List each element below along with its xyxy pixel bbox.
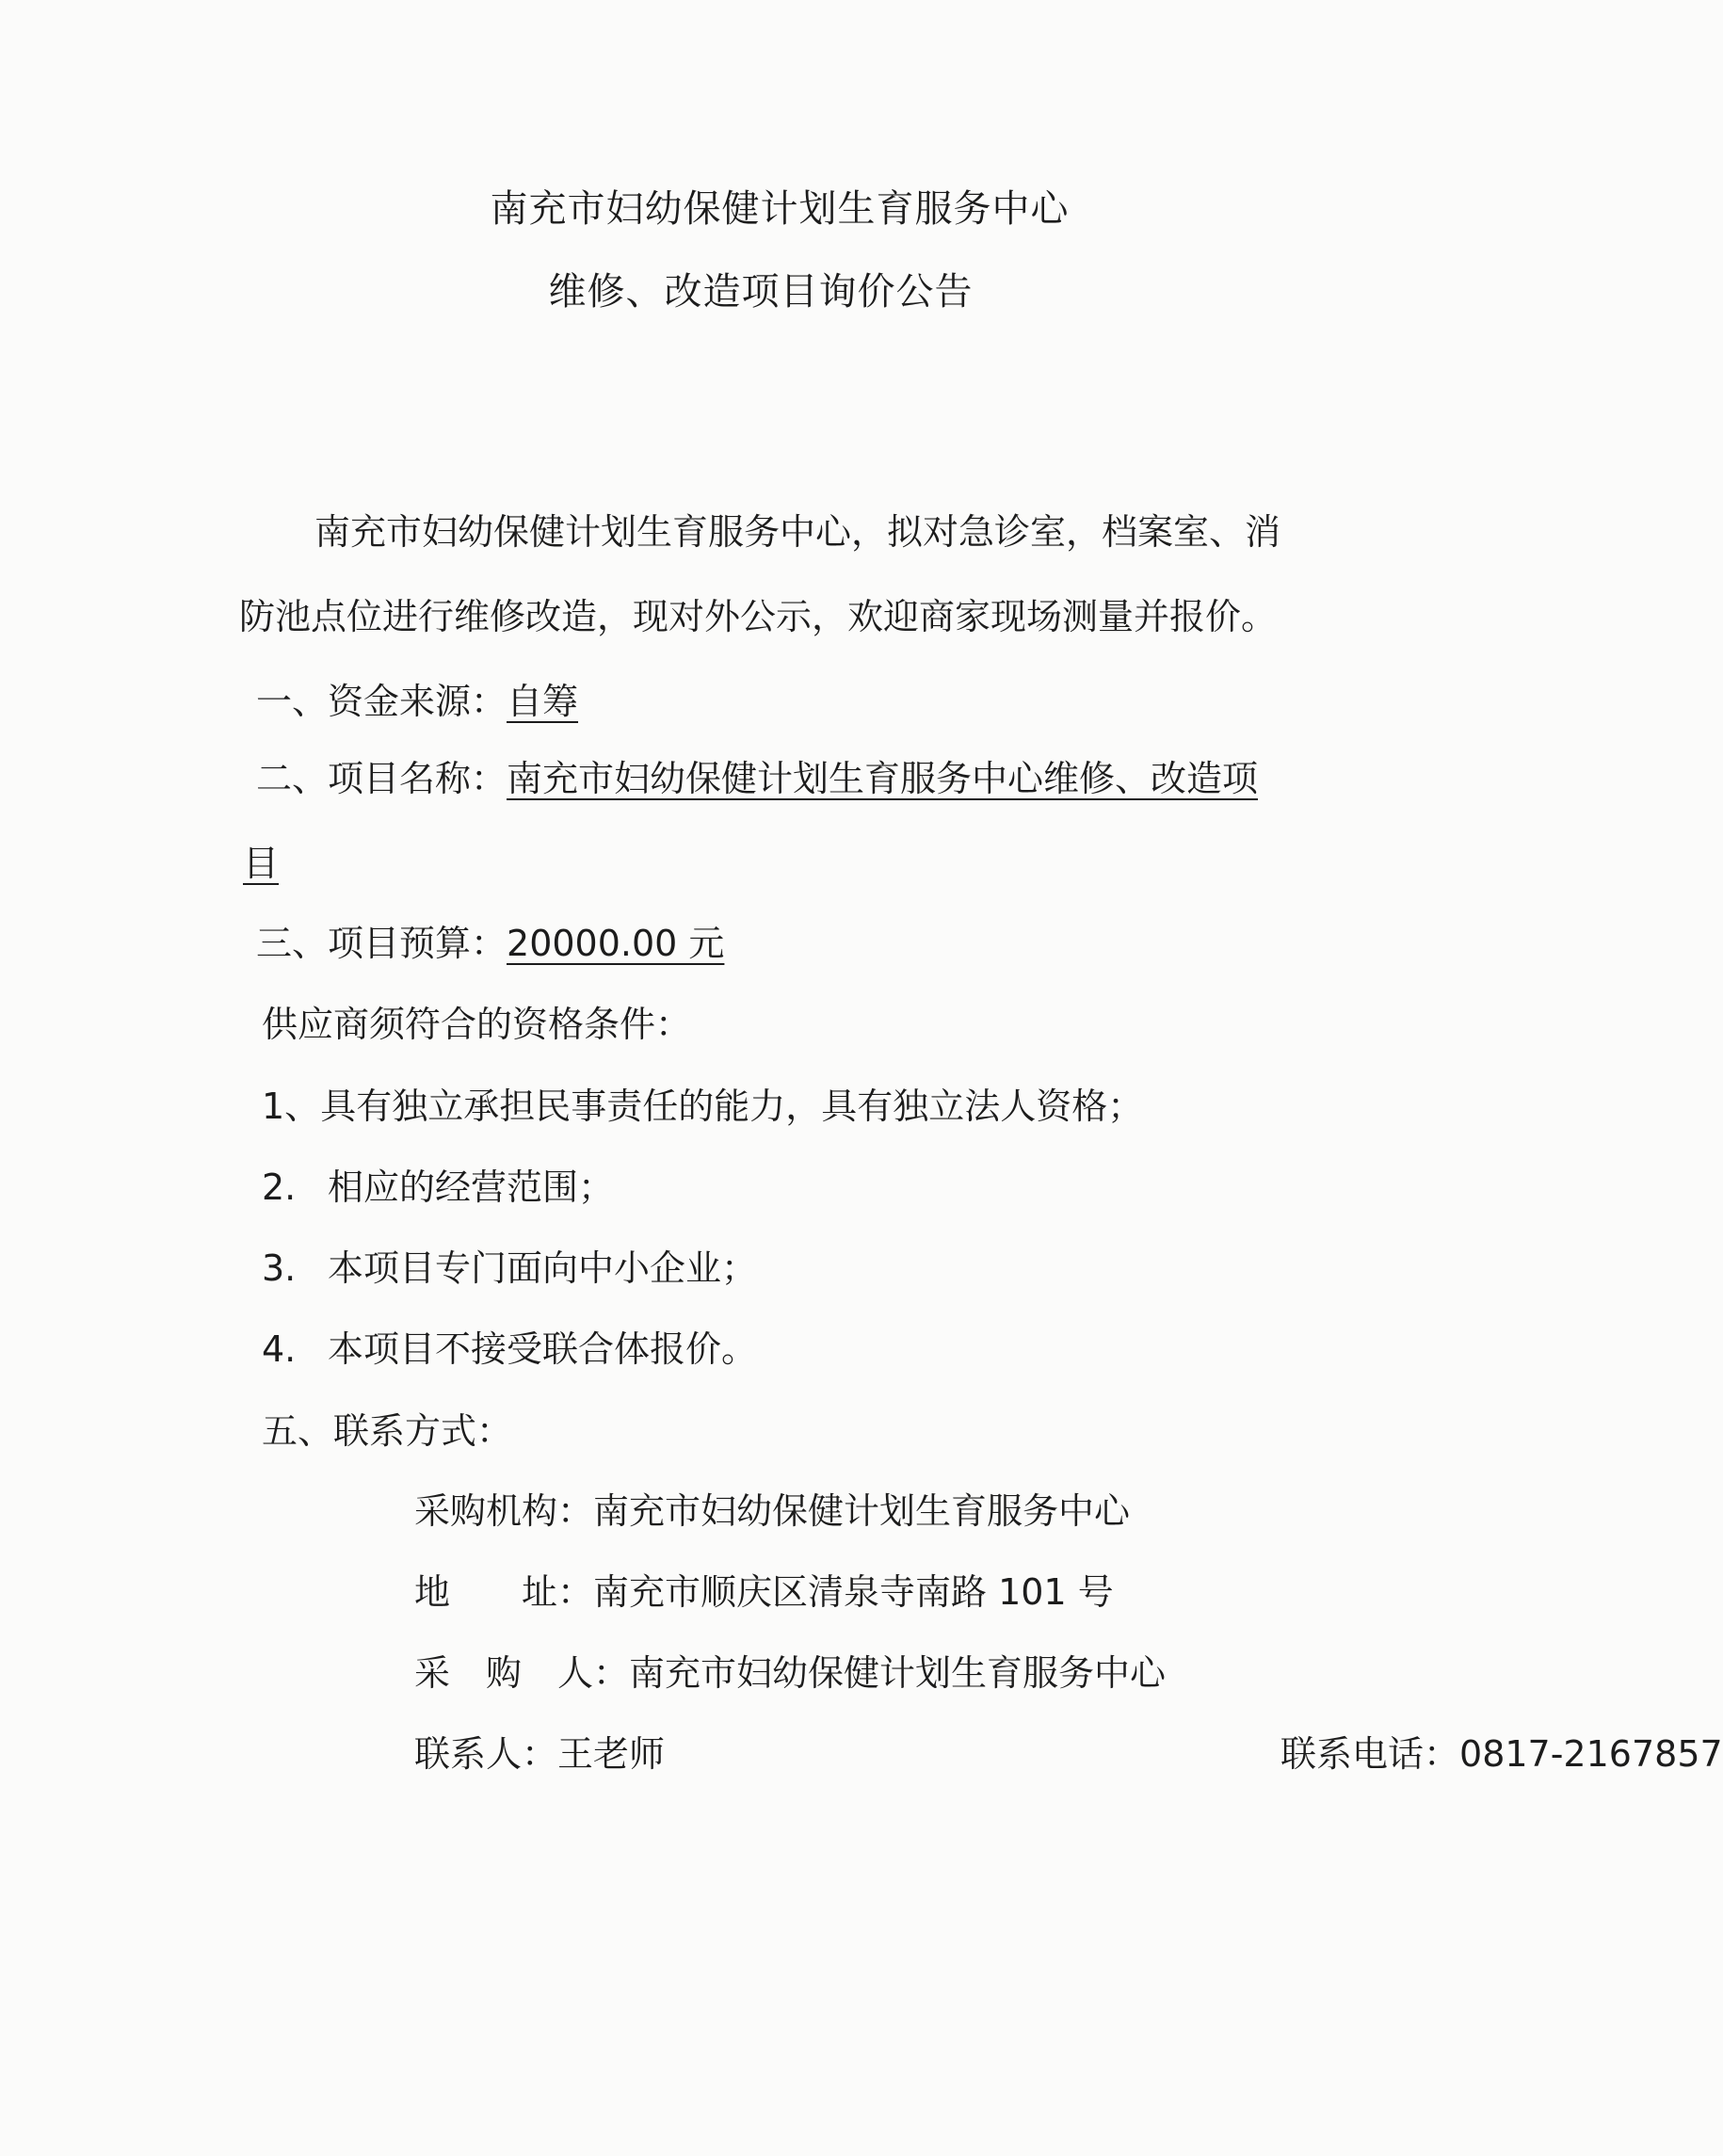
qualification-num: 2.: [262, 1166, 297, 1208]
qualification-num: 3.: [262, 1247, 297, 1289]
funding-label: 一、资金来源：: [256, 681, 507, 722]
address-label: 地 址：: [414, 1571, 594, 1613]
purchaser-label: 采 购 人：: [414, 1652, 630, 1694]
contact-agency-row: [414, 1488, 1130, 1535]
qualification-num: 4.: [262, 1328, 297, 1370]
qualification-item: [262, 1164, 614, 1211]
person-value: 王老师: [557, 1733, 666, 1775]
qualification-text: 相应的经营范围；: [328, 1166, 615, 1208]
project-name-value-1: 南充市妇幼保健计划生育服务中心维修、改造项: [507, 758, 1259, 799]
title-line-2: 维修、改造项目询价公告: [548, 270, 974, 314]
contact-address-row: [414, 1569, 1114, 1616]
person-label: 联系人：: [414, 1733, 558, 1775]
intro-line-1: 南充市妇幼保健计划生育服务中心，拟对急诊室，档案室、消: [314, 511, 1281, 553]
qualification-item: [262, 1245, 757, 1292]
budget-row: [256, 920, 724, 967]
qualification-text: 本项目专门面向中小企业；: [328, 1247, 758, 1289]
intro-line-2: 防池点位进行维修改造，现对外公示，欢迎商家现场测量并报价。: [239, 596, 1278, 637]
funding-row: [256, 678, 578, 725]
address-value: 南充市顺庆区清泉寺南路 101 号: [593, 1571, 1114, 1613]
title-line-1: 南充市妇幼保健计划生育服务中心: [490, 187, 1070, 231]
qualification-item: [262, 1326, 757, 1373]
funding-value: 自筹: [507, 681, 579, 722]
qualifications-heading: 供应商须符合的资格条件：: [262, 1004, 692, 1045]
purchaser-value: 南充市妇幼保健计划生育服务中心: [629, 1652, 1167, 1694]
contact-person-row: [414, 1730, 1723, 1778]
qualification-text: 本项目不接受联合体报价。: [328, 1328, 758, 1370]
project-name-value-2: 目: [243, 843, 280, 884]
contact-heading: 五、联系方式：: [262, 1410, 513, 1452]
budget-value: 20000.00 元: [507, 923, 725, 964]
phone-label: 联系电话：: [1280, 1733, 1460, 1775]
project-name-row-2: [243, 840, 279, 887]
budget-label: 三、项目预算：: [256, 923, 507, 964]
phone-value: 0817-2167857: [1459, 1733, 1723, 1775]
project-name-label: 二、项目名称：: [256, 758, 507, 799]
qualification-text: 具有独立承担民事责任的能力，具有独立法人资格；: [320, 1086, 1144, 1127]
phone-group: [1280, 1730, 1723, 1778]
project-name-row: [256, 755, 1258, 802]
contact-purchaser-row: [414, 1649, 1166, 1697]
qualification-num: 1、: [262, 1086, 321, 1127]
agency-label: 采购机构：: [414, 1490, 594, 1532]
qualification-item: [262, 1083, 1143, 1130]
agency-value: 南充市妇幼保健计划生育服务中心: [593, 1490, 1131, 1532]
